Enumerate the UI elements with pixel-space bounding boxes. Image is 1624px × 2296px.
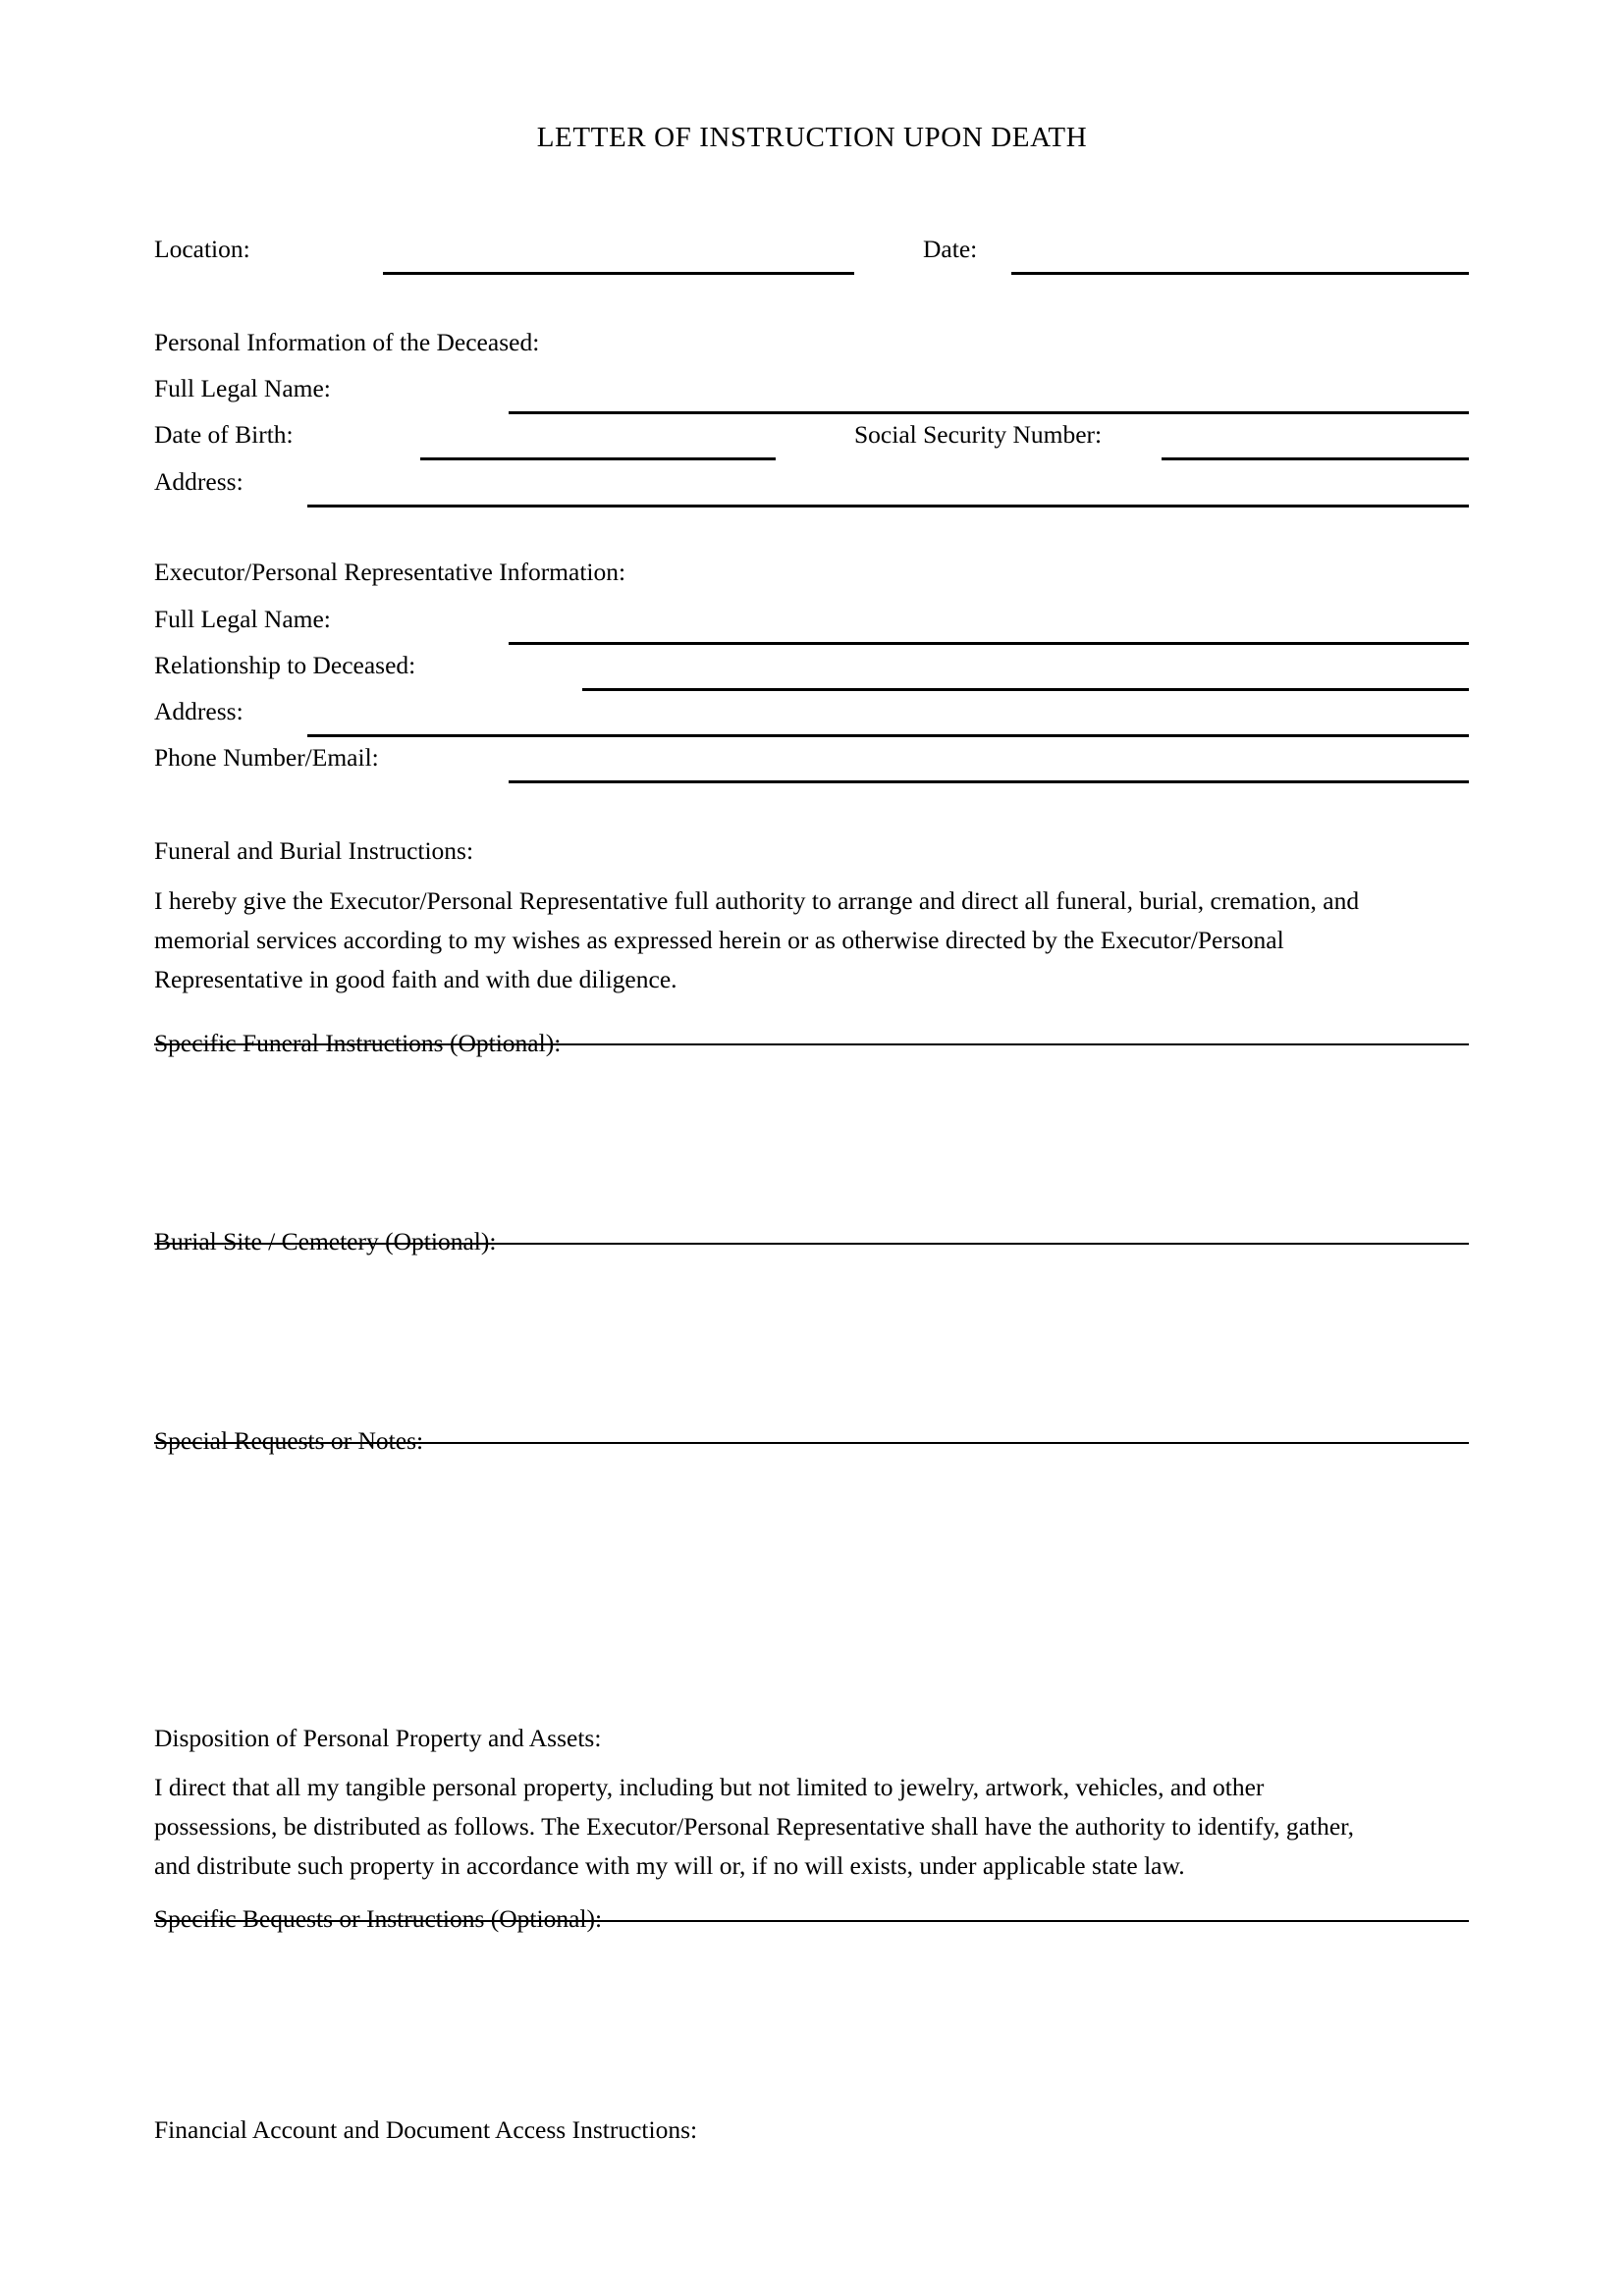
executor-address-label: Address: bbox=[154, 697, 244, 725]
executor-relationship-label: Relationship to Deceased: bbox=[154, 651, 416, 679]
specific-bequests-label: Specific Bequests or Instructions (Optional): bbox=[154, 1904, 603, 1933]
specific-funeral-instructions-label: Specific Funeral Instructions (Optional): bbox=[154, 1029, 562, 1057]
location-label: Location: bbox=[154, 235, 250, 263]
deceased-address-label: Address: bbox=[154, 467, 244, 496]
executor-section-heading: Executor/Personal Representative Information: bbox=[154, 558, 626, 586]
executor-phone-email-input[interactable] bbox=[509, 780, 1469, 783]
deceased-full-name-label: Full Legal Name: bbox=[154, 374, 331, 402]
deceased-dob-label: Date of Birth: bbox=[154, 420, 294, 449]
burial-site-label: Burial Site / Cemetery (Optional): bbox=[154, 1227, 497, 1255]
funeral-section-heading: Funeral and Burial Instructions: bbox=[154, 836, 474, 865]
location-input[interactable] bbox=[383, 272, 854, 275]
deceased-ssn-label: Social Security Number: bbox=[854, 420, 1103, 449]
deceased-full-name-input[interactable] bbox=[509, 411, 1469, 414]
executor-full-name-input[interactable] bbox=[509, 642, 1469, 645]
deceased-section-heading: Personal Information of the Deceased: bbox=[154, 328, 540, 356]
disposition-body-line-3: and distribute such property in accordance with my will or, if no will exists, under applicable state law. bbox=[154, 1851, 1185, 1880]
deceased-ssn-input[interactable] bbox=[1162, 457, 1469, 460]
funeral-body-line-2: memorial services according to my wishes as expressed herein or as otherwise directed by the Executor/Personal bbox=[154, 926, 1284, 954]
date-label: Date: bbox=[923, 235, 978, 263]
funeral-body-line-1: I hereby give the Executor/Personal Representative full authority to arrange and direct all funeral, burial, cremation, and bbox=[154, 886, 1360, 915]
deceased-dob-input[interactable] bbox=[420, 457, 776, 460]
executor-phone-email-label: Phone Number/Email: bbox=[154, 743, 379, 772]
funeral-body-line-3: Representative in good faith and with due diligence. bbox=[154, 965, 677, 993]
disposition-body-line-1: I direct that all my tangible personal property, including but not limited to jewelry, artwork, vehicles, and other bbox=[154, 1773, 1265, 1801]
date-input[interactable] bbox=[1011, 272, 1469, 275]
executor-full-name-label: Full Legal Name: bbox=[154, 605, 331, 633]
disposition-body-line-2: possessions, be distributed as follows. The Executor/Personal Representative shall have the authority to identify, gather, bbox=[154, 1812, 1354, 1841]
page-title: LETTER OF INSTRUCTION UPON DEATH bbox=[536, 122, 1088, 153]
deceased-address-input[interactable] bbox=[307, 505, 1469, 507]
special-requests-label: Special Requests or Notes: bbox=[154, 1426, 424, 1455]
executor-relationship-input[interactable] bbox=[582, 688, 1469, 691]
financial-section-heading: Financial Account and Document Access Instructions: bbox=[154, 2115, 698, 2144]
executor-address-input[interactable] bbox=[307, 734, 1469, 737]
disposition-section-heading: Disposition of Personal Property and Assets: bbox=[154, 1724, 602, 1752]
